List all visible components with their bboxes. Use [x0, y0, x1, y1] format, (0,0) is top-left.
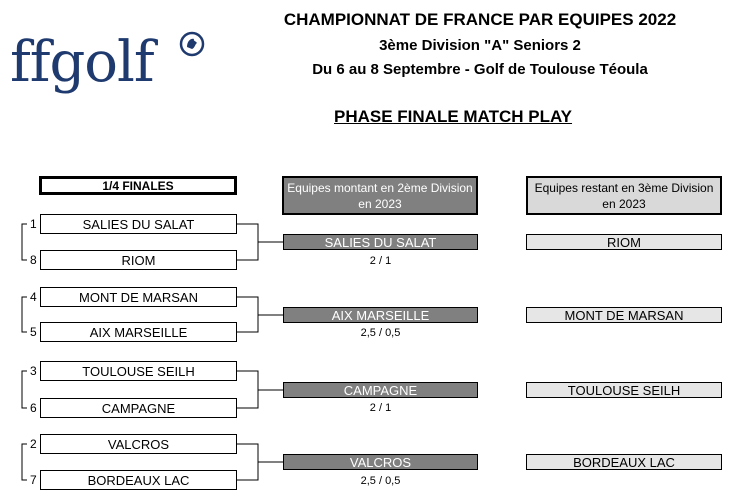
championship-title: CHAMPIONNAT DE FRANCE PAR EQUIPES 2022	[283, 10, 677, 29]
team-cell: MONT DE MARSAN	[40, 287, 237, 307]
seed-number: 5	[30, 325, 37, 339]
team-cell: SALIES DU SALAT	[40, 214, 237, 234]
promoted-team: SALIES DU SALAT	[283, 234, 478, 250]
team-cell: BORDEAUX LAC	[40, 470, 237, 490]
promoted-team: AIX MARSEILLE	[283, 307, 478, 323]
team-cell: CAMPAGNE	[40, 398, 237, 418]
seed-number: 8	[30, 253, 37, 267]
seed-number: 2	[30, 437, 37, 451]
promoted-teams-header: Equipes montant en 2ème Division en 2023	[282, 176, 478, 215]
seed-number: 1	[30, 217, 37, 231]
remaining-team: RIOM	[526, 234, 722, 250]
remaining-team: BORDEAUX LAC	[526, 454, 722, 470]
logo-text: ffgolf	[10, 30, 154, 95]
seed-number: 7	[30, 473, 37, 487]
match-score: 2 / 1	[369, 255, 392, 267]
team-cell: RIOM	[40, 250, 237, 270]
seed-number: 6	[30, 401, 37, 415]
seed-number: 4	[30, 290, 37, 304]
team-cell: VALCROS	[40, 434, 237, 454]
quarterfinals-title: 1/4 FINALES	[39, 176, 237, 195]
match-score: 2 / 1	[369, 402, 392, 414]
remaining-team: MONT DE MARSAN	[526, 307, 722, 323]
remaining-teams-header: Equipes restant en 3ème Division en 2023	[526, 176, 722, 215]
team-cell: AIX MARSEILLE	[40, 322, 237, 342]
division-subtitle: 3ème Division "A" Seniors 2	[379, 37, 581, 54]
remaining-team: TOULOUSE SEILH	[526, 382, 722, 398]
match-score: 2,5 / 0,5	[360, 327, 401, 339]
seed-number: 3	[30, 364, 37, 378]
promoted-team: VALCROS	[283, 454, 478, 470]
match-score: 2,5 / 0,5	[360, 475, 401, 487]
event-dates-location: Du 6 au 8 Septembre - Golf de Toulouse Téoula	[312, 61, 648, 78]
team-cell: TOULOUSE SEILH	[40, 361, 237, 381]
promoted-team: CAMPAGNE	[283, 382, 478, 398]
phase-title: PHASE FINALE MATCH PLAY	[334, 107, 573, 126]
